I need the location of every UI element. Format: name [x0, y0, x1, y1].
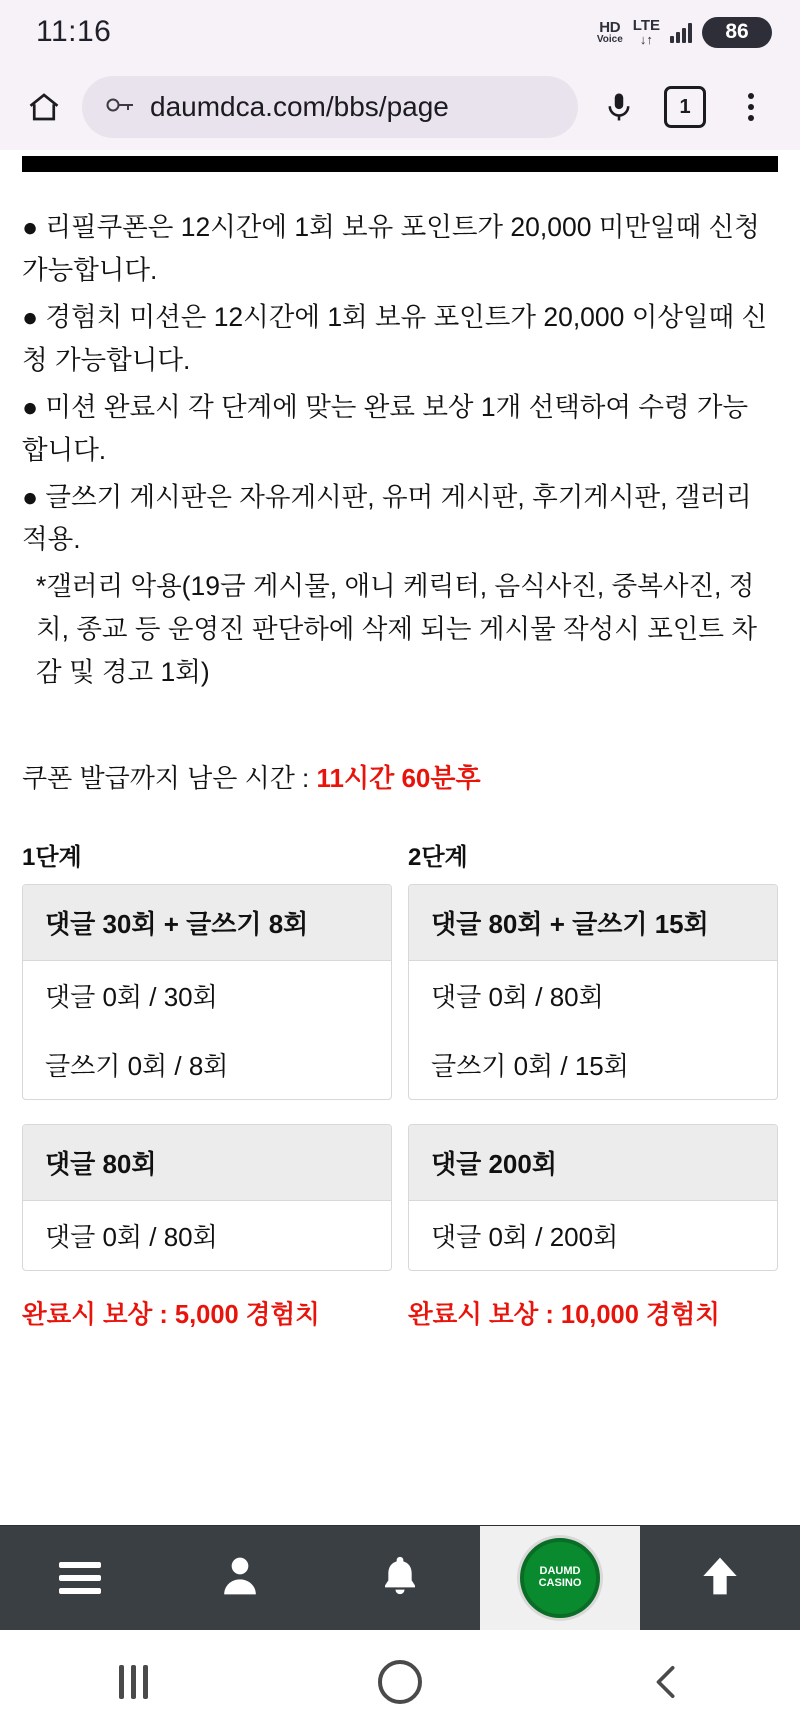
mission-card-title: 댓글 80회 — [23, 1125, 391, 1201]
mission-card[interactable] — [22, 884, 392, 1100]
stage-reward-1: 완료시 보상 : 5,000 경험치 — [22, 1301, 320, 1330]
tab-counter-button[interactable] — [660, 82, 710, 132]
system-navigation-bar — [0, 1630, 800, 1734]
bell-icon — [380, 1554, 420, 1603]
app-bottom-nav — [0, 1525, 800, 1630]
coupon-countdown-time: 11시간 60분후 — [316, 763, 481, 794]
browser-toolbar — [0, 64, 800, 150]
hd-label: HD — [599, 18, 621, 36]
site-permission-icon[interactable] — [104, 93, 136, 122]
status-indicators — [597, 17, 772, 48]
daumd-casino-logo — [520, 1538, 600, 1618]
logo-line-2: CASINO — [538, 1577, 582, 1589]
mission-card[interactable] — [408, 884, 778, 1100]
tab-count: 1 — [664, 86, 706, 128]
mission-card[interactable] — [408, 1124, 778, 1271]
mission-stages — [22, 837, 778, 1331]
stage-column-1 — [22, 837, 392, 1331]
nav-notifications-button[interactable] — [320, 1526, 480, 1630]
mission-progress-row: 댓글 0회 / 30회 — [45, 982, 218, 1013]
recent-apps-icon[interactable] — [73, 1647, 193, 1717]
nav-scroll-top-button[interactable] — [640, 1526, 800, 1630]
nav-site-logo-button[interactable] — [480, 1526, 640, 1630]
notice-line-1: ● 리필쿠폰은 12시간에 1회 보유 포인트가 20,000 미만일때 신청 가능합니다. — [22, 212, 760, 285]
hd-voice-icon — [597, 20, 623, 45]
mission-progress-row: 댓글 0회 / 80회 — [45, 1222, 218, 1253]
mission-card-title: 댓글 30회 + 글쓰기 8회 — [23, 885, 391, 961]
mission-card-title: 댓글 200회 — [409, 1125, 777, 1201]
notice-sub-line: *갤러리 악용(19금 게시물, 애니 케릭터, 음식사진, 중복사진, 정치, 종교 등 운영진 판단하에 삭제 되는 게시물 작성시 포인트 차감 및 경고 1회) — [36, 571, 757, 688]
mission-progress-row: 글쓰기 0회 / 8회 — [45, 1051, 229, 1082]
back-button-icon[interactable] — [607, 1647, 727, 1717]
stage-title-2: 2단계 — [408, 844, 468, 872]
home-icon[interactable] — [22, 85, 66, 129]
stage-column-2 — [408, 837, 778, 1331]
page-top-banner — [22, 156, 778, 172]
home-button-icon[interactable] — [340, 1647, 460, 1717]
menu-icon — [59, 1562, 101, 1594]
coupon-countdown-label: 쿠폰 발급까지 남은 시간 : — [22, 763, 317, 794]
notice-block — [22, 206, 778, 694]
overflow-menu-icon[interactable] — [726, 82, 776, 132]
coupon-countdown — [22, 758, 778, 795]
battery-indicator: 86 — [702, 17, 772, 48]
stage-title-1: 1단계 — [22, 844, 82, 872]
mission-card[interactable] — [22, 1124, 392, 1271]
signal-strength-icon — [670, 21, 692, 43]
nav-profile-button[interactable] — [160, 1526, 320, 1630]
mission-card-title: 댓글 80회 + 글쓰기 15회 — [409, 885, 777, 961]
nav-menu-button[interactable] — [0, 1526, 160, 1630]
user-icon — [220, 1554, 260, 1603]
mission-progress-row: 글쓰기 0회 / 15회 — [431, 1051, 629, 1082]
stage-reward-2: 완료시 보상 : 10,000 경험치 — [408, 1301, 720, 1330]
address-bar[interactable] — [82, 76, 578, 138]
notice-line-3: ● 미션 완료시 각 단계에 맞는 완료 보상 1개 선택하여 수령 가능 합니다. — [22, 391, 749, 465]
status-clock: 11:16 — [36, 15, 112, 48]
status-bar — [0, 0, 800, 64]
scroll-to-top-icon — [700, 1554, 740, 1603]
lte-icon — [633, 18, 660, 46]
page-content — [0, 156, 800, 1331]
notice-line-4: ● 글쓰기 게시판은 자유게시판, 유머 게시판, 후기게시판, 갤러리 적용. — [22, 481, 752, 555]
mission-progress-row: 댓글 0회 / 200회 — [431, 1222, 619, 1253]
lte-label: LTE — [632, 17, 660, 34]
notice-line-2: ● 경험치 미션은 12시간에 1회 보유 포인트가 20,000 이상일때 신청 가능합니다. — [22, 301, 768, 375]
microphone-icon[interactable] — [594, 82, 644, 132]
mission-progress-row: 댓글 0회 / 80회 — [431, 982, 604, 1013]
voice-label: Voice — [596, 33, 623, 45]
logo-line-1: DAUMD — [539, 1565, 581, 1578]
data-arrows-icon: ↓↑ — [639, 32, 653, 47]
url-text: daumdca.com/bbs/page — [150, 91, 449, 122]
